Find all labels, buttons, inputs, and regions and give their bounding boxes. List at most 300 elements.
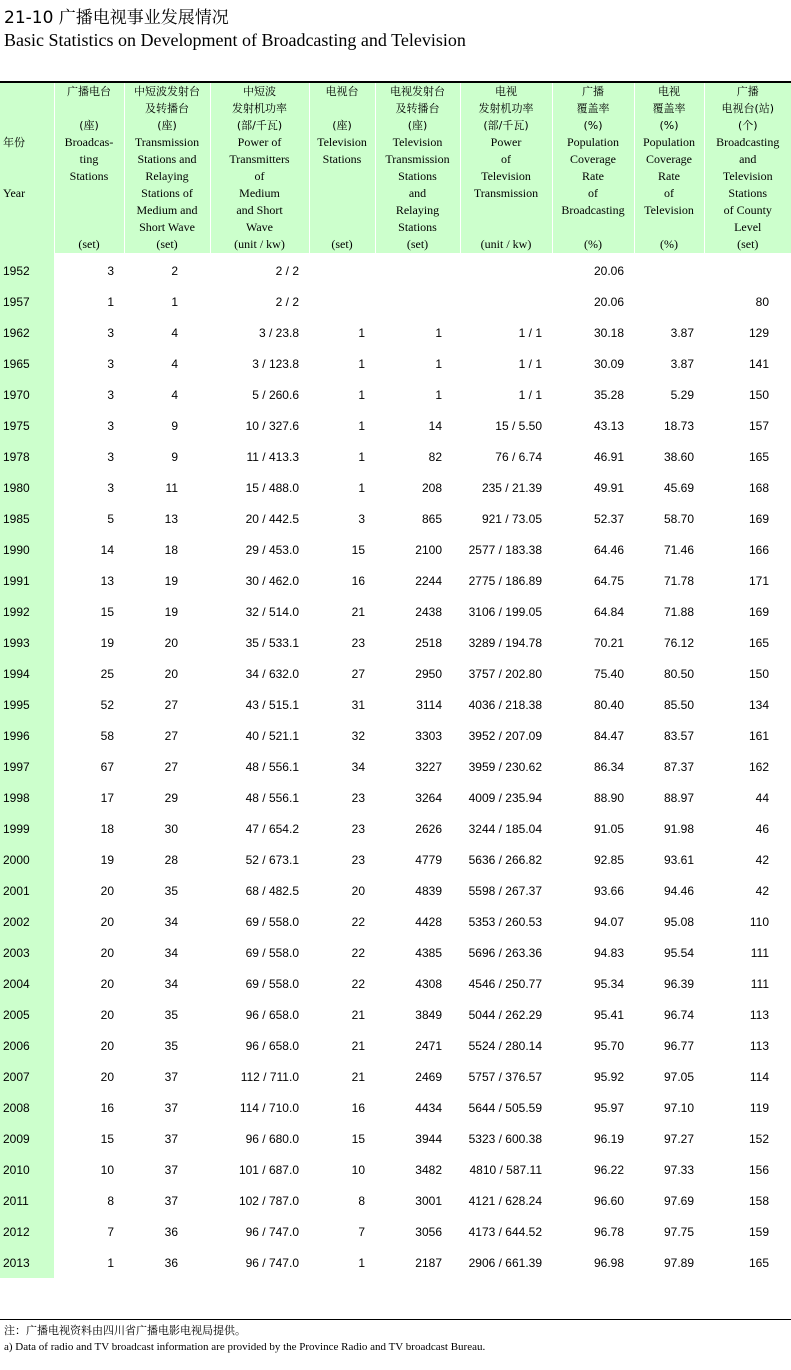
data-cell: 87.37 (663, 759, 694, 774)
data-cell: 95.34 (593, 976, 624, 991)
year-cell: 1995 (0, 689, 54, 720)
data-cell: 35.28 (593, 387, 624, 402)
data-cell: 68 / 482.5 (245, 883, 299, 898)
data-cell: 97.33 (663, 1162, 694, 1177)
data-cell: 29 / 453.0 (245, 542, 299, 557)
data-cell: 5044 / 262.29 (468, 1007, 542, 1022)
year-cell: 1952 (0, 253, 54, 286)
year-cell: 2012 (0, 1216, 54, 1247)
data-cell: 5323 / 600.38 (468, 1131, 542, 1146)
column-header-en: Power of Television Transmission (473, 135, 539, 200)
data-cell: 10 (351, 1162, 365, 1177)
data-cell: 35 (164, 1007, 178, 1022)
data-cell: 2187 (415, 1255, 442, 1270)
data-cell: 5 / 260.6 (252, 387, 299, 402)
data-cell: 30 / 462.0 (245, 573, 299, 588)
data-cell: 114 (749, 1069, 769, 1084)
data-cell: 3.87 (670, 356, 694, 371)
data-cell: 32 / 514.0 (245, 604, 299, 619)
data-cell: 158 (748, 1193, 769, 1208)
year-cell: 2005 (0, 999, 54, 1030)
year-cell: 2010 (0, 1154, 54, 1185)
data-cell: 8 (358, 1193, 365, 1208)
year-cell: 1994 (0, 658, 54, 689)
data-cell: 3959 / 230.62 (468, 759, 542, 774)
data-cell: 3757 / 202.80 (468, 666, 542, 681)
header-row (0, 83, 791, 253)
data-cell: 21 (351, 1069, 365, 1084)
data-cell: 150 (748, 666, 769, 681)
data-cell: 15 (351, 1131, 365, 1146)
footnote-cn: 注：广播电视资料由四川省广播电影电视局提供。 (4, 1324, 246, 1337)
data-cell: 1 (107, 1255, 114, 1270)
data-cell: 5.29 (670, 387, 694, 402)
data-cell: 4036 / 218.38 (468, 697, 542, 712)
data-cell: 1 / 1 (518, 325, 542, 340)
data-cell: 921 / 73.05 (481, 511, 542, 526)
data-cell: 3106 / 199.05 (468, 604, 542, 619)
table-row (0, 813, 791, 844)
year-cell: 1970 (0, 379, 54, 410)
data-cell: 67 (100, 759, 114, 774)
data-cell: 34 (164, 945, 178, 960)
data-cell: 35 / 533.1 (245, 635, 299, 650)
page-title-en: Basic Statistics on Development of Broadcasting and Television (4, 30, 466, 50)
data-cell: 52.37 (593, 511, 624, 526)
data-cell: 47 / 654.2 (245, 821, 299, 836)
year-cell: 1965 (0, 348, 54, 379)
data-cell: 5644 / 505.59 (468, 1100, 542, 1115)
data-cell: 20 (100, 914, 114, 929)
data-cell: 96 / 658.0 (245, 1007, 299, 1022)
data-cell: 80.50 (663, 666, 694, 681)
data-cell: 16 (351, 1100, 365, 1115)
column-unit-cn: (部/千瓦) (483, 119, 529, 132)
data-cell: 97.27 (663, 1131, 694, 1146)
data-cell: 5598 / 267.37 (468, 883, 542, 898)
data-cell: 15 / 488.0 (245, 480, 299, 495)
data-cell: 13 (100, 573, 114, 588)
data-cell: 95.92 (593, 1069, 624, 1084)
data-cell: 865 (421, 511, 442, 526)
data-cell: 1 (435, 325, 442, 340)
year-cell: 1999 (0, 813, 54, 844)
data-cell: 80.40 (593, 697, 624, 712)
data-cell: 3 (107, 449, 114, 464)
data-cell: 91.98 (663, 821, 694, 836)
data-cell: 1 / 1 (518, 387, 542, 402)
data-cell: 9 (171, 449, 178, 464)
data-cell: 23 (351, 821, 365, 836)
data-cell: 159 (748, 1224, 769, 1239)
column-header-en: Broadcasting and Television Stations of County Level (716, 135, 780, 234)
data-cell: 20 / 442.5 (245, 511, 299, 526)
year-cell: 1997 (0, 751, 54, 782)
data-cell: 4009 / 235.94 (468, 790, 542, 805)
column-header-tv-stations (309, 83, 375, 253)
data-cell: 22 (351, 914, 365, 929)
year-cell: 2000 (0, 844, 54, 875)
year-cell: 1980 (0, 472, 54, 503)
data-cell: 86.34 (593, 759, 624, 774)
data-cell: 3 (107, 325, 114, 340)
data-cell: 2626 (415, 821, 442, 836)
column-unit-cn: (部/千瓦) (236, 119, 283, 132)
data-cell: 30.18 (593, 325, 624, 340)
data-cell: 71.88 (663, 604, 694, 619)
data-cell: 27 (351, 666, 365, 681)
data-cell: 119 (749, 1100, 769, 1115)
data-cell: 3303 (415, 728, 442, 743)
data-cell: 97.75 (663, 1224, 694, 1239)
data-cell (704, 253, 791, 286)
table-row (0, 410, 791, 441)
data-cell: 29 (164, 790, 178, 805)
data-cell: 35 (164, 883, 178, 898)
data-cell: 27 (164, 759, 178, 774)
data-cell: 3 (107, 387, 114, 402)
table-row (0, 565, 791, 596)
data-cell: 5636 / 266.82 (468, 852, 542, 867)
column-header-mw-sw-power (210, 83, 309, 253)
table-row (0, 627, 791, 658)
data-cell: 166 (748, 542, 769, 557)
data-cell: 3 (107, 418, 114, 433)
data-cell: 9 (171, 418, 178, 433)
data-cell: 20 (164, 666, 178, 681)
data-cell: 58 (100, 728, 114, 743)
data-cell: 95.97 (593, 1100, 624, 1115)
column-unit-cn: (%) (659, 119, 679, 132)
data-cell: 235 / 21.39 (481, 480, 542, 495)
data-cell: 21 (351, 604, 365, 619)
data-cell: 2471 (415, 1038, 442, 1053)
data-cell: 23 (351, 790, 365, 805)
data-cell: 4546 / 250.77 (468, 976, 542, 991)
data-cell (460, 286, 552, 317)
data-cell: 22 (351, 976, 365, 991)
data-cell: 76 / 6.74 (495, 449, 542, 464)
column-unit: (%) (584, 237, 602, 251)
data-cell: 4810 / 587.11 (469, 1162, 542, 1177)
data-cell: 3482 (415, 1162, 442, 1177)
data-cell: 96.39 (663, 976, 694, 991)
data-cell: 2 / 2 (275, 294, 299, 309)
data-cell: 83.57 (663, 728, 694, 743)
data-cell: 2775 / 186.89 (468, 573, 542, 588)
table-row (0, 875, 791, 906)
data-cell: 85.50 (663, 697, 694, 712)
column-header-en: Population Coverage Rate of Broadcasting (561, 135, 625, 217)
data-cell: 58.70 (663, 511, 694, 526)
data-cell: 1 (358, 387, 365, 402)
data-cell: 97.69 (663, 1193, 694, 1208)
data-cell: 11 (165, 480, 178, 495)
data-cell: 15 (100, 1131, 114, 1146)
data-cell: 5696 / 263.36 (468, 945, 542, 960)
data-cell: 1 (358, 1255, 365, 1270)
data-cell (634, 253, 704, 286)
data-cell: 150 (748, 387, 769, 402)
data-cell: 96 / 747.0 (245, 1255, 299, 1270)
data-cell: 14 (428, 418, 442, 433)
data-cell: 2 (171, 263, 178, 278)
data-cell: 96 / 747.0 (245, 1224, 299, 1239)
data-cell: 35 (164, 1038, 178, 1053)
table-row (0, 1092, 791, 1123)
data-cell: 92.85 (593, 852, 624, 867)
data-cell: 3264 (415, 790, 442, 805)
year-cell: 2007 (0, 1061, 54, 1092)
column-unit: (set) (331, 237, 353, 251)
data-cell: 31 (351, 697, 365, 712)
column-header-cn: 广播电台 (67, 85, 111, 98)
data-cell: 169 (748, 511, 769, 526)
data-cell: 111 (750, 976, 769, 991)
year-cell: 2004 (0, 968, 54, 999)
column-header-cn: 广播 覆盖率 (576, 85, 610, 115)
data-cell: 88.90 (593, 790, 624, 805)
data-cell: 94.07 (593, 914, 624, 929)
year-cell: 1962 (0, 317, 54, 348)
data-cell: 96.98 (593, 1255, 624, 1270)
data-cell: 96.77 (663, 1038, 694, 1053)
data-cell: 19 (100, 852, 114, 867)
data-cell (460, 253, 552, 286)
year-cell: 1975 (0, 410, 54, 441)
data-cell: 2438 (415, 604, 442, 619)
data-cell: 34 / 632.0 (245, 666, 299, 681)
data-cell: 3944 (415, 1131, 442, 1146)
data-cell: 114 / 710.0 (239, 1100, 299, 1115)
table-row (0, 286, 791, 317)
column-unit-cn: (%) (583, 119, 603, 132)
data-cell: 38.60 (663, 449, 694, 464)
data-cell: 97.05 (663, 1069, 694, 1084)
data-cell: 2950 (415, 666, 442, 681)
data-cell: 71.46 (663, 542, 694, 557)
bottom-rule (0, 1319, 791, 1320)
data-cell: 5 (107, 511, 114, 526)
data-cell: 20 (351, 883, 365, 898)
table-row (0, 906, 791, 937)
column-header-mw-sw-stations (124, 83, 210, 253)
data-cell: 96.60 (593, 1193, 624, 1208)
data-cell: 23 (351, 852, 365, 867)
column-header-cn: 中短波 发射机功率 (232, 85, 287, 115)
data-cell: 95.70 (593, 1038, 624, 1053)
data-cell: 49.91 (593, 480, 624, 495)
data-cell: 21 (351, 1038, 365, 1053)
table-row (0, 317, 791, 348)
year-cell: 1998 (0, 782, 54, 813)
year-cell: 1992 (0, 596, 54, 627)
column-header-en: Television Transmission Stations and Relaying Stations (385, 135, 450, 234)
year-cell: 1996 (0, 720, 54, 751)
data-cell: 94.46 (663, 883, 694, 898)
table-row (0, 658, 791, 689)
year-cell: 2003 (0, 937, 54, 968)
column-unit: (set) (737, 237, 759, 251)
column-header-year (0, 83, 54, 253)
data-cell: 30.09 (593, 356, 624, 371)
data-cell: 4308 (415, 976, 442, 991)
column-unit-cn: (座) (157, 119, 177, 132)
data-cell: 15 (351, 542, 365, 557)
column-unit-cn: (座) (79, 119, 99, 132)
data-cell: 3952 / 207.09 (468, 728, 542, 743)
table-body (0, 253, 791, 1278)
data-cell: 101 / 687.0 (238, 1162, 299, 1177)
data-cell: 3114 (416, 697, 442, 712)
data-cell: 80 (755, 294, 769, 309)
data-cell: 4 (171, 356, 178, 371)
table-row (0, 1061, 791, 1092)
data-cell: 93.61 (663, 852, 694, 867)
data-cell: 97.89 (663, 1255, 694, 1270)
data-cell: 141 (748, 356, 769, 371)
table-row (0, 968, 791, 999)
data-cell: 88.97 (663, 790, 694, 805)
data-cell: 157 (748, 418, 769, 433)
data-cell: 2469 (415, 1069, 442, 1084)
column-header-cn: 年份 (3, 136, 25, 149)
data-cell (309, 286, 375, 317)
table-row (0, 503, 791, 534)
table-row (0, 1216, 791, 1247)
data-cell: 1 (107, 294, 114, 309)
data-cell: 21 (351, 1007, 365, 1022)
data-cell: 4 (171, 325, 178, 340)
column-header-tv-coverage (634, 83, 704, 253)
data-cell: 95.54 (663, 945, 694, 960)
data-cell: 36 (164, 1224, 178, 1239)
data-cell: 30 (164, 821, 178, 836)
table-row (0, 844, 791, 875)
column-header-en: Transmission Stations and Relaying Stations of Medium and Short Wave (134, 135, 200, 234)
data-cell: 3244 / 185.04 (468, 821, 542, 836)
data-cell: 15 / 5.50 (495, 418, 542, 433)
data-cell: 19 (100, 635, 114, 650)
data-cell: 110 (749, 914, 769, 929)
data-cell: 42 (755, 883, 769, 898)
data-cell: 3056 (415, 1224, 442, 1239)
data-cell: 113 (749, 1007, 769, 1022)
data-cell: 111 (750, 945, 769, 960)
data-cell: 37 (164, 1162, 178, 1177)
data-cell: 161 (748, 728, 769, 743)
data-cell: 2244 (415, 573, 442, 588)
data-cell: 20 (164, 635, 178, 650)
column-header-broadcasting-stations (54, 83, 124, 253)
year-cell: 2002 (0, 906, 54, 937)
data-cell: 69 / 558.0 (245, 945, 299, 960)
data-cell: 15 (100, 604, 114, 619)
year-cell: 1991 (0, 565, 54, 596)
data-cell: 112 / 711.0 (240, 1069, 299, 1084)
data-cell: 64.84 (593, 604, 624, 619)
data-cell: 11 / 413.3 (246, 449, 299, 464)
data-cell: 3 (107, 356, 114, 371)
data-cell: 96 / 658.0 (245, 1038, 299, 1053)
column-unit: (set) (406, 237, 429, 251)
data-cell: 46.91 (593, 449, 624, 464)
data-cell: 23 (351, 635, 365, 650)
data-cell: 3 / 123.8 (252, 356, 299, 371)
column-header-broadcast-coverage (552, 83, 634, 253)
data-cell: 10 (100, 1162, 114, 1177)
data-cell: 48 / 556.1 (245, 759, 299, 774)
data-cell: 102 / 787.0 (238, 1193, 299, 1208)
data-cell: 69 / 558.0 (245, 914, 299, 929)
data-cell: 4385 (415, 945, 442, 960)
data-cell: 165 (748, 635, 769, 650)
data-cell: 1 (358, 325, 365, 340)
data-cell: 75.40 (593, 666, 624, 681)
data-cell: 22 (351, 945, 365, 960)
data-cell: 1 (358, 480, 365, 495)
column-unit-cn: (座) (332, 119, 352, 132)
footnote-en: a) Data of radio and TV broadcast information are provided by the Province Radio and TV broadcast Bureau. (4, 1341, 486, 1353)
data-cell: 96.78 (593, 1224, 624, 1239)
column-header-tv-power (460, 83, 552, 253)
data-cell: 20.06 (593, 294, 624, 309)
data-cell: 16 (100, 1100, 114, 1115)
data-cell: 2577 / 183.38 (468, 542, 542, 557)
data-cell: 3 / 23.8 (258, 325, 299, 340)
table-row (0, 441, 791, 472)
data-cell: 93.66 (593, 883, 624, 898)
data-cell: 3.87 (670, 325, 694, 340)
data-cell: 96 / 680.0 (245, 1131, 299, 1146)
table-row (0, 348, 791, 379)
column-header-en: Power of Transmitters of Medium and Short Wave (229, 135, 290, 234)
data-cell: 70.21 (593, 635, 624, 650)
data-cell: 1 / 1 (518, 356, 542, 371)
data-cell: 20 (100, 1007, 114, 1022)
column-unit: (unit / kw) (480, 237, 532, 251)
data-cell: 69 / 558.0 (245, 976, 299, 991)
column-unit-cn: (座) (407, 119, 428, 132)
data-cell: 134 (748, 697, 769, 712)
data-cell: 97.10 (663, 1100, 694, 1115)
column-header-cn: 广播 电视台(站) (721, 85, 775, 115)
data-cell: 20 (100, 976, 114, 991)
data-cell: 40 / 521.1 (245, 728, 299, 743)
data-cell: 64.46 (593, 542, 624, 557)
data-cell: 168 (748, 480, 769, 495)
year-cell: 1985 (0, 503, 54, 534)
data-cell: 45.69 (663, 480, 694, 495)
data-cell: 52 (100, 697, 114, 712)
data-cell: 91.05 (593, 821, 624, 836)
data-cell: 27 (164, 697, 178, 712)
data-cell: 4 (171, 387, 178, 402)
table-row (0, 472, 791, 503)
data-cell: 43 / 515.1 (245, 697, 299, 712)
data-cell: 36 (164, 1255, 178, 1270)
column-unit: (set) (156, 237, 178, 251)
table-row (0, 1030, 791, 1061)
column-header-en: Television Stations (317, 135, 367, 166)
data-cell: 37 (164, 1131, 178, 1146)
column-header-cn: 中短波发射台 及转播台 (134, 85, 200, 115)
data-cell: 1 (358, 449, 365, 464)
data-cell: 3227 (415, 759, 442, 774)
data-cell: 18.73 (663, 418, 694, 433)
data-cell: 2100 (415, 542, 442, 557)
statistics-table (0, 83, 791, 1278)
